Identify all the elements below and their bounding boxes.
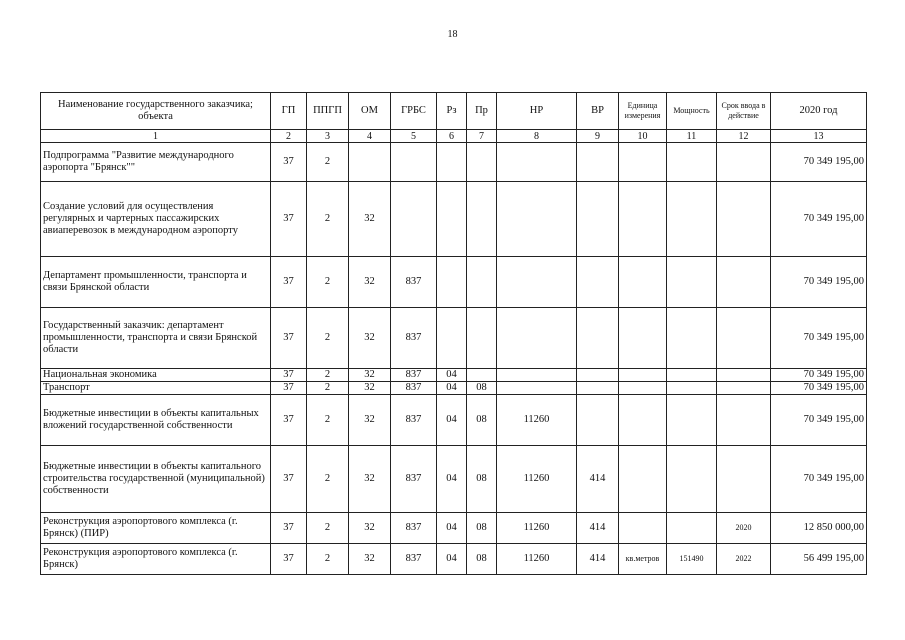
row-grbs: 837: [391, 544, 437, 575]
row-capacity: [667, 143, 717, 182]
row-grbs: 837: [391, 382, 437, 395]
row-vr: [577, 143, 619, 182]
row-ppgp: 2: [307, 544, 349, 575]
row-nr: [497, 182, 577, 257]
row-rz: [437, 182, 467, 257]
table-row: [41, 369, 867, 382]
row-capacity: [667, 395, 717, 446]
row-gp: 37: [271, 369, 307, 382]
row-om: 32: [349, 369, 391, 382]
row-term: 2022: [717, 544, 771, 575]
column-number: 7: [467, 130, 497, 143]
row-ppgp: 2: [307, 182, 349, 257]
row-rz: [437, 257, 467, 308]
column-number: 6: [437, 130, 467, 143]
row-gp: 37: [271, 182, 307, 257]
row-unit: [619, 308, 667, 369]
row-amount: 70 349 195,00: [771, 257, 867, 308]
column-header-pr: Пр: [467, 93, 497, 130]
row-name: Реконструкция аэропортового комплекса (г. Брянск): [41, 544, 271, 575]
table-row: [41, 513, 867, 544]
row-vr: 414: [577, 544, 619, 575]
row-name: Создание условий для осуществления регулярных и чартерных пассажирских авиаперевозок в международном аэропорту: [41, 182, 271, 257]
row-unit: [619, 446, 667, 513]
row-capacity: [667, 182, 717, 257]
row-nr: 11260: [497, 395, 577, 446]
row-pr: 08: [467, 395, 497, 446]
table-row: [41, 544, 867, 575]
row-nr: 11260: [497, 513, 577, 544]
row-name: Подпрограмма "Развитие международного аэропорта "Брянск"": [41, 143, 271, 182]
column-header-nr: НР: [497, 93, 577, 130]
column-number: 11: [667, 130, 717, 143]
row-capacity: [667, 369, 717, 382]
column-number: 5: [391, 130, 437, 143]
row-vr: [577, 257, 619, 308]
row-pr: [467, 257, 497, 308]
row-term: [717, 382, 771, 395]
row-amount: 70 349 195,00: [771, 308, 867, 369]
column-number: 10: [619, 130, 667, 143]
row-nr: [497, 143, 577, 182]
row-unit: [619, 395, 667, 446]
row-ppgp: 2: [307, 369, 349, 382]
row-term: [717, 182, 771, 257]
row-unit: [619, 369, 667, 382]
row-term: [717, 369, 771, 382]
row-om: 32: [349, 382, 391, 395]
column-header-term: Срок ввода в действие: [717, 93, 771, 130]
row-vr: 414: [577, 446, 619, 513]
row-rz: 04: [437, 513, 467, 544]
row-grbs: 837: [391, 308, 437, 369]
table-row: [41, 308, 867, 369]
row-name: Национальная экономика: [41, 369, 271, 382]
table-header-row: [41, 93, 867, 130]
column-header-om: ОМ: [349, 93, 391, 130]
row-unit: [619, 382, 667, 395]
row-ppgp: 2: [307, 513, 349, 544]
row-name: Реконструкция аэропортового комплекса (г. Брянск) (ПИР): [41, 513, 271, 544]
row-name: Государственный заказчик: департамент промышленности, транспорта и связи Брянской области: [41, 308, 271, 369]
row-om: [349, 143, 391, 182]
row-grbs: [391, 182, 437, 257]
row-unit: [619, 513, 667, 544]
row-pr: 08: [467, 446, 497, 513]
row-om: 32: [349, 182, 391, 257]
row-rz: 04: [437, 446, 467, 513]
row-amount: 56 499 195,00: [771, 544, 867, 575]
row-ppgp: 2: [307, 395, 349, 446]
row-grbs: 837: [391, 369, 437, 382]
row-grbs: 837: [391, 513, 437, 544]
row-vr: [577, 182, 619, 257]
row-term: [717, 308, 771, 369]
row-vr: [577, 308, 619, 369]
row-ppgp: 2: [307, 308, 349, 369]
table-row: [41, 143, 867, 182]
column-number: 13: [771, 130, 867, 143]
page-number: 18: [447, 29, 458, 40]
row-nr: [497, 308, 577, 369]
row-grbs: 837: [391, 395, 437, 446]
row-nr: [497, 382, 577, 395]
row-om: 32: [349, 446, 391, 513]
row-nr: [497, 369, 577, 382]
row-om: 32: [349, 544, 391, 575]
row-gp: 37: [271, 257, 307, 308]
row-gp: 37: [271, 382, 307, 395]
column-header-year: 2020 год: [771, 93, 867, 130]
row-unit: [619, 143, 667, 182]
row-capacity: [667, 308, 717, 369]
row-gp: 37: [271, 446, 307, 513]
row-unit: кв.метров: [619, 544, 667, 575]
column-header-unit: Единица измерения: [619, 93, 667, 130]
row-pr: [467, 308, 497, 369]
row-grbs: 837: [391, 446, 437, 513]
row-amount: 12 850 000,00: [771, 513, 867, 544]
row-term: [717, 446, 771, 513]
row-rz: 04: [437, 395, 467, 446]
table-row: [41, 446, 867, 513]
row-pr: 08: [467, 382, 497, 395]
row-name: Бюджетные инвестиции в объекты капитального строительства государственной (муниципальной) собственности: [41, 446, 271, 513]
column-number: 12: [717, 130, 771, 143]
row-grbs: 837: [391, 257, 437, 308]
row-ppgp: 2: [307, 446, 349, 513]
column-header-capacity: Мощность: [667, 93, 717, 130]
row-name: Транспорт: [41, 382, 271, 395]
row-term: 2020: [717, 513, 771, 544]
column-number: 3: [307, 130, 349, 143]
row-amount: 70 349 195,00: [771, 395, 867, 446]
row-gp: 37: [271, 513, 307, 544]
row-amount: 70 349 195,00: [771, 369, 867, 382]
row-capacity: [667, 446, 717, 513]
row-vr: 414: [577, 513, 619, 544]
row-capacity: [667, 257, 717, 308]
row-amount: 70 349 195,00: [771, 382, 867, 395]
row-pr: 08: [467, 544, 497, 575]
row-term: [717, 257, 771, 308]
row-om: 32: [349, 395, 391, 446]
table-row: [41, 257, 867, 308]
row-gp: 37: [271, 395, 307, 446]
row-rz: 04: [437, 369, 467, 382]
column-number: 1: [41, 130, 271, 143]
row-name: Бюджетные инвестиции в объекты капитальных вложений государственной собственности: [41, 395, 271, 446]
row-nr: [497, 257, 577, 308]
row-pr: [467, 369, 497, 382]
row-grbs: [391, 143, 437, 182]
row-vr: [577, 369, 619, 382]
row-om: 32: [349, 513, 391, 544]
column-header-rz: Рз: [437, 93, 467, 130]
row-vr: [577, 382, 619, 395]
row-om: 32: [349, 308, 391, 369]
row-nr: 11260: [497, 544, 577, 575]
column-number: 4: [349, 130, 391, 143]
row-name: Департамент промышленности, транспорта и связи Брянской области: [41, 257, 271, 308]
row-amount: 70 349 195,00: [771, 446, 867, 513]
column-number: 8: [497, 130, 577, 143]
row-term: [717, 395, 771, 446]
row-pr: [467, 143, 497, 182]
row-capacity: [667, 382, 717, 395]
row-pr: [467, 182, 497, 257]
row-ppgp: 2: [307, 143, 349, 182]
column-header-grbs: ГРБС: [391, 93, 437, 130]
column-header-gp: ГП: [271, 93, 307, 130]
row-vr: [577, 395, 619, 446]
row-rz: [437, 143, 467, 182]
row-rz: 04: [437, 382, 467, 395]
row-capacity: 151490: [667, 544, 717, 575]
table-row: [41, 395, 867, 446]
column-number: 9: [577, 130, 619, 143]
row-gp: 37: [271, 308, 307, 369]
row-rz: 04: [437, 544, 467, 575]
row-ppgp: 2: [307, 382, 349, 395]
row-amount: 70 349 195,00: [771, 143, 867, 182]
budget-table: [40, 92, 867, 575]
table-row: [41, 182, 867, 257]
row-pr: 08: [467, 513, 497, 544]
row-gp: 37: [271, 544, 307, 575]
column-header-ppgp: ППГП: [307, 93, 349, 130]
row-unit: [619, 182, 667, 257]
column-header-vr: ВР: [577, 93, 619, 130]
row-ppgp: 2: [307, 257, 349, 308]
row-amount: 70 349 195,00: [771, 182, 867, 257]
row-gp: 37: [271, 143, 307, 182]
table-row: [41, 382, 867, 395]
row-term: [717, 143, 771, 182]
column-number: 2: [271, 130, 307, 143]
column-header-name: Наименование государственного заказчика; объекта: [41, 93, 271, 130]
row-nr: 11260: [497, 446, 577, 513]
row-om: 32: [349, 257, 391, 308]
row-unit: [619, 257, 667, 308]
column-number-row: [41, 130, 867, 143]
row-rz: [437, 308, 467, 369]
row-capacity: [667, 513, 717, 544]
